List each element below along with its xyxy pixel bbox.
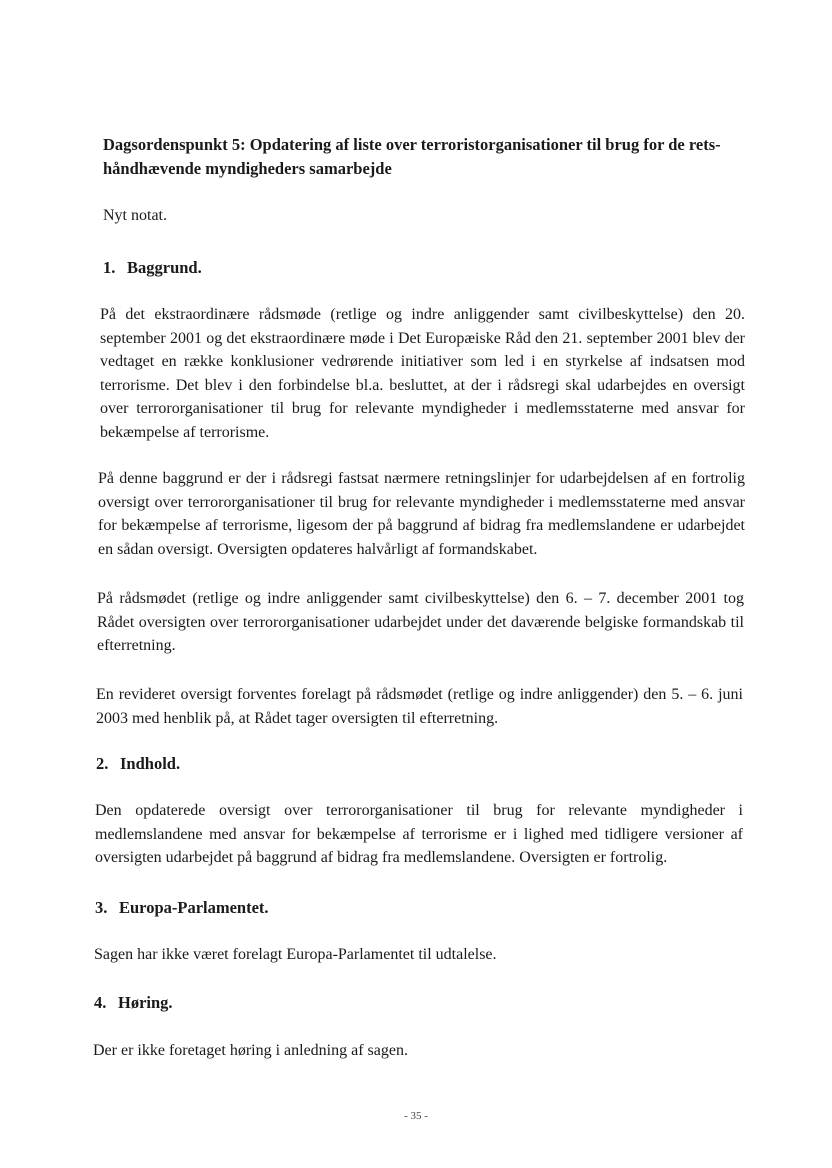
section-heading-indhold	[96, 753, 180, 775]
section-title: Baggrund.	[127, 258, 202, 277]
paragraph: Sagen har ikke været forelagt Europa-Parlamentet til udtalelse.	[94, 946, 497, 963]
paragraph: Den opdaterede oversigt over terrororganisationer til brug for relevante myndigheder i medlemslandene med ansvar for bekæmpelse af terrorisme er i lighed med tidligere versioner af oversigten udarbejdet på baggrund af bidrag fra medlemslandene. Oversigten er fortrolig.	[95, 802, 743, 866]
paragraph: På denne baggrund er der i rådsregi fastsat nærmere retningslinjer for udarbejdelsen af en fortrolig oversigt over terrororganisationer til brug for relevante myndigheder i medlemsstaterne med ansvar for bekæmpelse af terrorisme, ligesom der på baggrund af bidrag fra medlemslandene er udarbejdet en sådan oversigt. Oversigten opdateres halvårligt af formandskabet.	[98, 470, 745, 558]
section-heading-hoering	[94, 992, 173, 1014]
section-number: 1.	[103, 258, 116, 277]
page-number: - 35 -	[404, 1110, 428, 1122]
document-title: Dagsordenspunkt 5: Opdatering af liste over terroristorganisationer til brug for de rets-håndhævende myndigheders samarbejde	[103, 135, 721, 178]
section-title: Europa-Parlamentet.	[119, 898, 269, 917]
section-number: 3.	[95, 898, 108, 917]
section-title: Høring.	[118, 993, 173, 1012]
paragraph: På det ekstraordinære rådsmøde (retlige og indre anliggender samt civilbeskyttelse) den 20. september 2001 og det ekstraordinære møde i Det Europæiske Råd den 21. september 2001 blev der vedtaget en række konklusioner vedrørende initiativer som led i en styrkelse af indsatsen mod terrorisme. Det blev i den forbindelse bl.a. besluttet, at der i rådsregi skal udarbejdes en oversigt over terrororganisationer til brug for relevante myndigheder i medlemsstaterne med ansvar for bekæmpelse af terrorisme.	[100, 306, 745, 441]
section-heading-baggrund	[103, 257, 202, 279]
paragraph: Der er ikke foretaget høring i anledning af sagen.	[93, 1042, 408, 1059]
section-heading-europa-parlamentet	[95, 897, 269, 919]
section-number: 4.	[94, 993, 107, 1012]
document-note: Nyt notat.	[103, 207, 167, 224]
paragraph: En revideret oversigt forventes forelagt på rådsmødet (retlige og indre anliggender) den 5. – 6. juni 2003 med henblik på, at Rådet tager oversigten til efterretning.	[96, 686, 743, 727]
section-title: Indhold.	[120, 754, 181, 773]
paragraph: På rådsmødet (retlige og indre anliggender samt civilbeskyttelse) den 6. – 7. december 2001 tog Rådet oversigten over terrororganisationer udarbejdet under det daværende belgiske formandskab til efterretning.	[97, 590, 744, 654]
section-number: 2.	[96, 754, 109, 773]
